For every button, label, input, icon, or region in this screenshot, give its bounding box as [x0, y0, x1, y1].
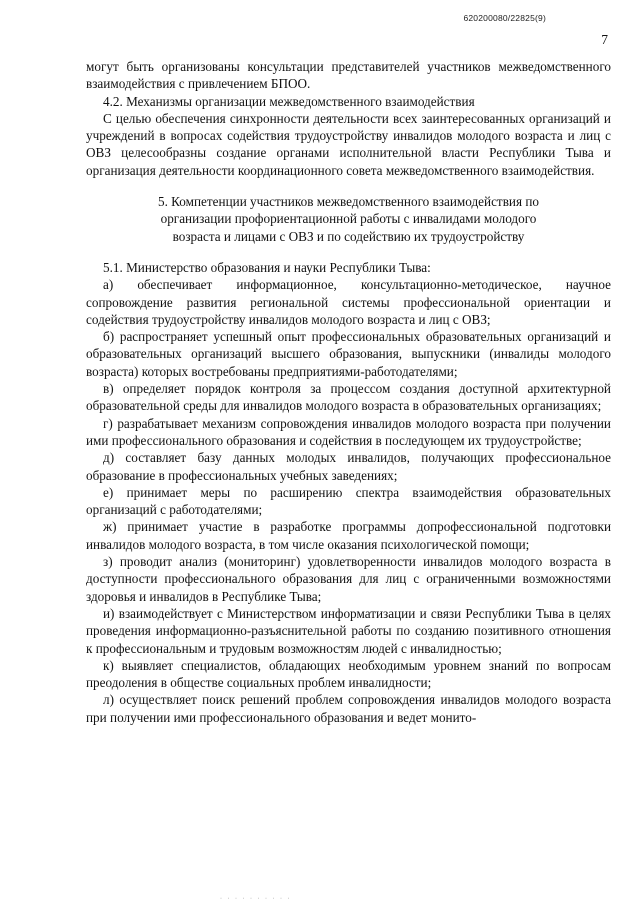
- list-item-i: и) взаимодействует с Министерством информатизации и связи Республики Тыва в целях проведения информационно-разъяснительной работы по созданию позитивного отношения к профессиональным и трудовым возможностям людей с инвалидностью;: [86, 605, 611, 656]
- spacer: [86, 179, 611, 193]
- list-item-l: л) осуществляет поиск решений проблем сопровождения инвалидов молодого возраста при получении ими профессионального образования и ведет монито-: [86, 692, 611, 725]
- list-item-k: к) выявляет специалистов, обладающих необходимым уровнем знаний по вопросам преодоления в обществе социальных проблем инвалидности;: [86, 657, 611, 691]
- list-item-d: д) составляет базу данных молодых инвалидов, получающих профессиональное образование в профессиональных учебных заведениях;: [86, 450, 611, 483]
- section-5-1-title: 5.1. Министерство образования и науки Республики Тыва:: [103, 259, 431, 275]
- paragraph-continuation: могут быть организованы консультации представителей участников межведомственного взаимодействия с привлечением БПОО.: [86, 59, 611, 92]
- document-id: 620200080/22825(9): [463, 13, 546, 23]
- section-4-2-text: С целью обеспечения синхронности деятельности всех заинтересованных организаций и учреждений в вопросах содействия трудоустройству инвалидов молодого возраста и лиц с ОВЗ целесообразны создание органами исполнительной власти Республики Тыва и организация деятельности координационного совета межведомственного взаимодействия.: [86, 110, 611, 178]
- page-number: 7: [601, 32, 608, 47]
- section-5-heading: 5. Компетенции участников межведомственного взаимодействия по организации профориентационной работы с инвалидами молодого возраста и лицами с ОВЗ и по содействию их трудоустройству: [157, 194, 539, 244]
- list-item-e: е) принимает меры по расширению спектра взаимодействия образовательных организаций с работодателями;: [86, 484, 611, 518]
- list-item-g: г) разрабатывает механизм сопровождения инвалидов молодого возраста при получении ими профессионального образования и содействия в последующем их трудоустройстве;: [86, 415, 611, 448]
- page-content: [86, 58, 611, 726]
- spacer: [86, 245, 611, 259]
- section-4-2-title: 4.2. Механизмы организации межведомственного взаимодействия: [103, 93, 475, 109]
- list-item-b: б) распространяет успешный опыт профессиональных образовательных организаций и образовательных организаций высшего образования, выпускники (инвалиды молодого возраста) которых востребованы предприятиями-работодателями;: [86, 329, 611, 379]
- scan-artifact: · · · · · · · · · ·: [220, 896, 292, 902]
- list-item-zh: ж) принимает участие в разработке программы допрофессиональной подготовки инвалидов молодого возраста, в том числе оказания психологической помощи;: [86, 519, 611, 552]
- list-item-z: з) проводит анализ (мониторинг) удовлетворенности инвалидов молодого возраста в доступности профессионального образования для лиц с ограниченными возможностями здоровья и инвалидов в Республике Тыва;: [86, 554, 611, 604]
- list-item-v: в) определяет порядок контроля за процессом создания доступной архитектурной образовательной среды для инвалидов молодого возраста в образовательных организациях;: [86, 381, 611, 414]
- list-item-a: а) обеспечивает информационное, консультационно-методическое, научное сопровождение развития региональной системы профессиональной ориентации и содействия трудоустройству инвалидов молодого возраста и лиц с ОВЗ;: [86, 277, 611, 327]
